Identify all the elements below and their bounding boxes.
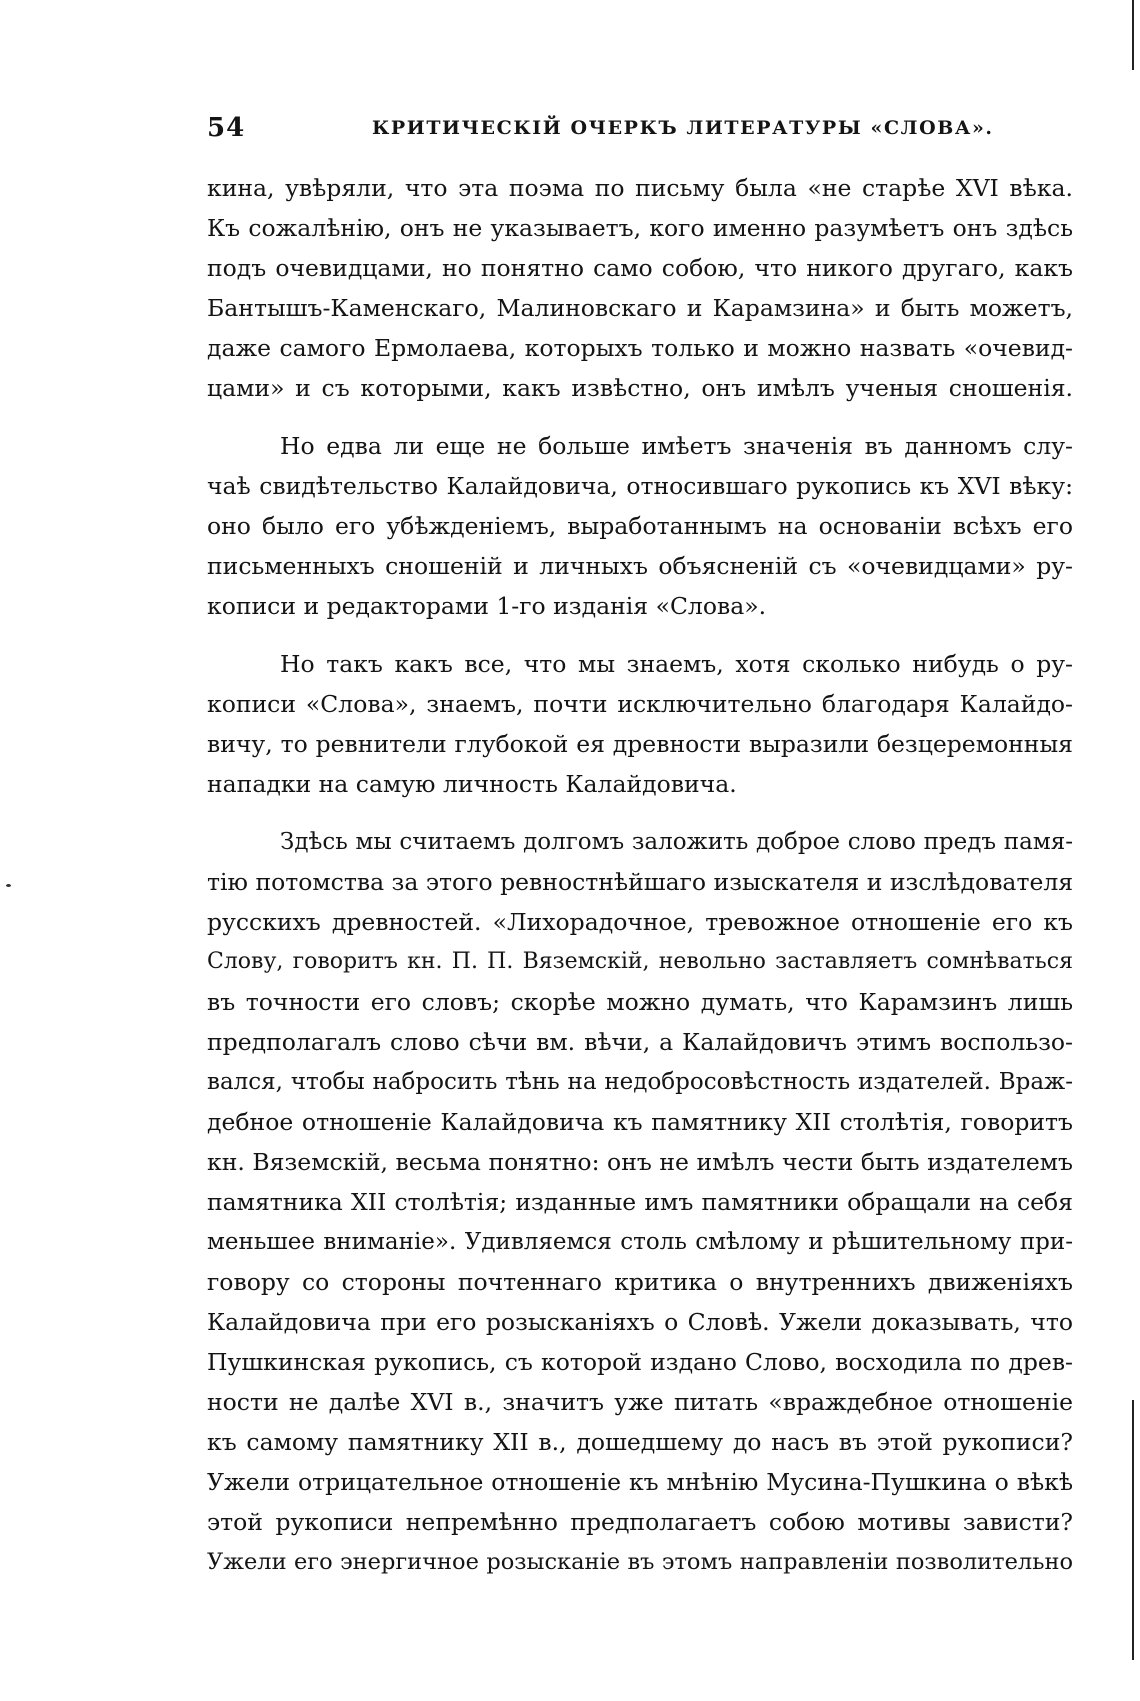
text-line: предполагалъ слово сѣчи вм. вѣчи, а Калайдовичъ этимъ воспользо-: [207, 1028, 1073, 1056]
running-title: КРИТИЧЕСКІЙ ОЧЕРКЪ ЛИТЕРАТУРЫ «СЛОВА».: [372, 117, 994, 139]
text-line: Калайдовича при его розысканіяхъ о Словѣ. Ужели доказывать, что: [207, 1308, 1073, 1336]
text-line: даже самого Ермолаева, которыхъ только и можно назвать «очевид-: [207, 334, 1073, 362]
text-line: памятника XII столѣтія; изданные имъ памятники обращали на себя: [207, 1188, 1073, 1216]
text-line: вичу, то ревнители глубокой ея древности выразили безцеремонныя: [207, 730, 1073, 758]
text-line: чаѣ свидѣтельство Калайдовича, относившаго рукопись къ XVI вѣку:: [207, 472, 1073, 500]
text-line: Къ сожалѣнію, онъ не указываетъ, кого именно разумѣетъ онъ здѣсь: [207, 214, 1073, 242]
binding-edge-mark: [1132, 1400, 1134, 1660]
text-line: Бантышъ-Каменскаго, Малиновскаго и Карамзина» и быть можетъ,: [207, 294, 1073, 322]
text-line: этой рукописи непремѣнно предполагаетъ собою мотивы зависти?: [207, 1508, 1073, 1536]
binding-edge-mark: [1132, 0, 1134, 70]
text-line: Пушкинская рукопись, съ которой издано Слово, восходила по древ-: [207, 1348, 1073, 1376]
paragraph: [207, 644, 1073, 804]
text-line: меньшее вниманіе». Удивляемся столь смѣлому и рѣшительному при-: [207, 1229, 1073, 1255]
text-line: кина, увѣряли, что эта поэма по письму была «не старѣе XVI вѣка.: [207, 174, 1073, 202]
text-line: дебное отношеніе Калайдовича къ памятнику XII столѣтія, говоритъ: [207, 1108, 1073, 1136]
text-line: Ужели его энергичное розысканіе въ этомъ направленіи позволительно: [207, 1549, 1073, 1575]
text-line: Но такъ какъ все, что мы знаемъ, хотя сколько нибудь о ру-: [280, 650, 1073, 678]
text-line: Слову, говоритъ кн. П. П. Вяземскій, невольно заставляетъ сомнѣваться: [207, 949, 1073, 974]
text-line: Здѣсь мы считаемъ долгомъ заложить доброе слово предъ памя-: [280, 829, 1073, 855]
text-line: кн. Вяземскій, весьма понятно: онъ не имѣлъ чести быть издателемъ: [207, 1148, 1073, 1176]
scan-speck: [6, 884, 11, 887]
text-line: вался, чтобы набросить тѣнь на недобросовѣстность издателей. Враж-: [207, 1069, 1073, 1095]
text-line: кописи и редакторами 1-го изданія «Слова».: [207, 592, 767, 620]
text-line: нападки на самую личность Калайдовича.: [207, 770, 737, 798]
text-line: цами» и съ которыми, какъ извѣстно, онъ имѣлъ ученыя сношенія.: [207, 374, 1073, 402]
text-line: подъ очевидцами, но понятно само собою, что никого другаго, какъ: [207, 254, 1073, 282]
text-line: тію потомства за этого ревностнѣйшаго изыскателя и изслѣдователя: [207, 868, 1074, 896]
text-line: къ самому памятнику XII в., дошедшему до насъ въ этой рукописи?: [207, 1428, 1073, 1456]
text-line: русскихъ древностей. «Лихорадочное, тревожное отношеніе его къ: [207, 908, 1073, 936]
paragraph: [207, 168, 1073, 408]
paragraph: [207, 822, 1073, 1582]
text-line: говору со стороны почтеннаго критика о внутреннихъ движеніяхъ: [207, 1268, 1073, 1296]
text-line: Но едва ли еще не больше имѣетъ значенія въ данномъ слу-: [280, 432, 1073, 460]
page-header: [207, 113, 1073, 153]
text-line: оно было его убѣжденіемъ, выработаннымъ на основаніи всѣхъ его: [207, 512, 1073, 540]
text-line: ности не далѣе XVI в., значитъ уже питать «враждебное отношеніе: [207, 1388, 1073, 1416]
text-line: Ужели отрицательное отношеніе къ мнѣнію Мусина-Пушкина о вѣкѣ: [207, 1468, 1073, 1496]
text-line: письменныхъ сношеній и личныхъ объясненій съ «очевидцами» ру-: [207, 552, 1073, 580]
page-number: 54: [207, 113, 246, 143]
text-line: въ точности его словъ; скорѣе можно думать, что Карамзинъ лишь: [207, 988, 1073, 1016]
text-line: кописи «Слова», знаемъ, почти исключительно благодаря Калайдо-: [207, 690, 1073, 718]
body-text: [207, 168, 1073, 1582]
paragraph: [207, 426, 1073, 626]
